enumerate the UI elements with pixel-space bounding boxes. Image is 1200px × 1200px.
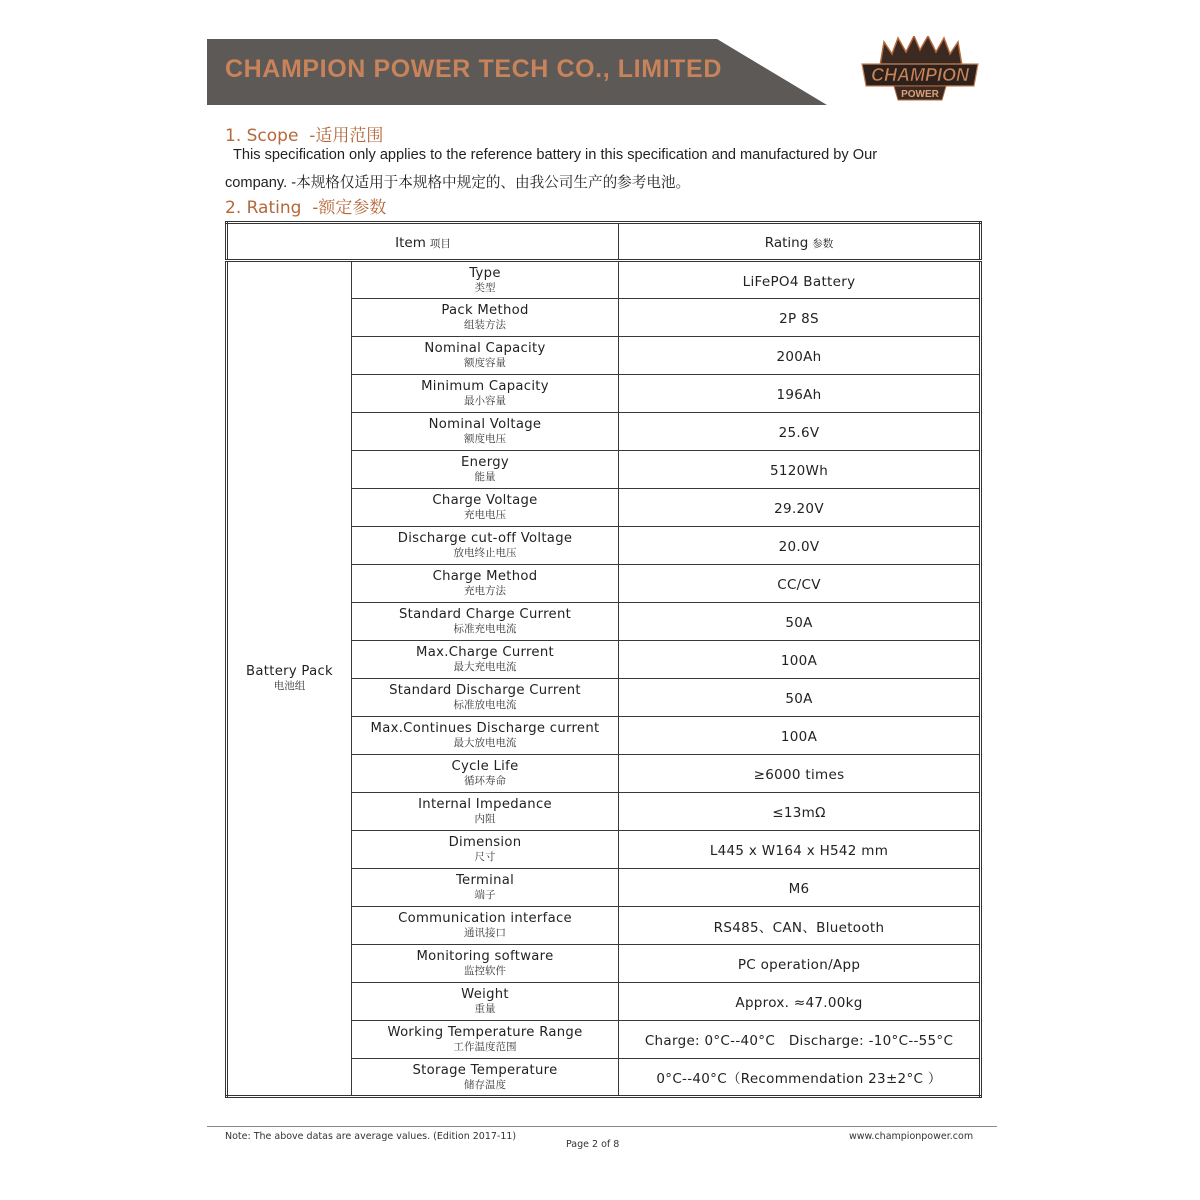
item-label-en: Type (469, 265, 501, 281)
footer-divider (207, 1126, 997, 1127)
group-cell (227, 261, 352, 1097)
rating-value-cell (619, 945, 981, 983)
item-label-cn: 额度容量 (464, 357, 506, 369)
item-label-cn: 循环寿命 (464, 775, 506, 787)
rating-value: 20.0V (778, 539, 820, 555)
item-label-cn: 工作温度范围 (453, 1041, 517, 1053)
rating-value: Charge: 0°C--40°C Discharge: -10°C--55°C (644, 1033, 954, 1049)
rating-value: L445 x W164 x H542 mm (709, 843, 889, 859)
item-label-cn: 充电电压 (464, 509, 506, 521)
rating-value: 0°C--40°C（Recommendation 23±2°C ） (656, 1071, 942, 1087)
rating-value-cell (619, 1021, 981, 1059)
item-label-en: Weight (461, 987, 509, 1002)
item-label-en: Standard Discharge Current (389, 683, 581, 698)
rating-value: 25.6V (778, 425, 820, 441)
rating-value-cell (619, 299, 981, 337)
item-label-cn: 最大放电电流 (453, 737, 517, 749)
rating-value-cell (619, 679, 981, 717)
header-rating (619, 223, 981, 261)
rating-value-cell (619, 261, 981, 299)
item-label-cn: 标准放电电流 (453, 699, 517, 711)
item-label-en: Pack Method (441, 303, 529, 318)
rating-value: RS485、CAN、Bluetooth (713, 919, 885, 936)
header-rating-cn: 参数 (812, 238, 834, 250)
logo-bottom-text: POWER (901, 89, 939, 100)
rating-value-cell (619, 793, 981, 831)
item-cell (352, 755, 619, 793)
rating-value: LiFePO4 Battery (742, 273, 856, 290)
rating-value: 2P 8S (779, 311, 819, 327)
item-cell (352, 413, 619, 451)
rating-title: 2. Rating -额定参数 (225, 198, 387, 218)
item-label-en: Energy (461, 455, 509, 470)
scope-text-line1: This specification only applies to the reference battery in this specification and manufactured by Our (233, 147, 878, 163)
rating-value: 100A (780, 653, 818, 669)
item-label-cn: 充电方法 (464, 585, 506, 597)
page-number: Page 2 of 8 (566, 1139, 620, 1150)
rating-table-body (227, 261, 981, 1097)
item-cell (352, 527, 619, 565)
rating-value: 196Ah (776, 387, 822, 403)
rating-value: Approx. ≈47.00kg (735, 995, 863, 1011)
rating-value: 50A (785, 691, 813, 707)
footer-note: Note: The above datas are average values. (Edition 2017-11) (225, 1131, 517, 1142)
item-label-en: Nominal Voltage (428, 417, 542, 432)
scope-text-line2: company. -本规格仅适用于本规格中规定的、由我公司生产的参考电池。 (225, 175, 691, 191)
header-item (227, 223, 619, 261)
item-label-cn: 监控软件 (464, 965, 506, 977)
rating-value-cell (619, 603, 981, 641)
item-label-en: Internal Impedance (418, 797, 552, 812)
item-label-cn: 内阻 (474, 813, 496, 825)
rating-value: 50A (785, 615, 813, 631)
rating-value: 29.20V (774, 501, 824, 517)
item-label-cn: 放电终止电压 (453, 547, 517, 559)
rating-value-cell (619, 565, 981, 603)
header-item-en: Item (395, 235, 426, 251)
item-label-en: Discharge cut-off Voltage (397, 531, 573, 546)
item-label-cn: 通讯接口 (464, 927, 506, 939)
footer-website: www.championpower.com (849, 1131, 974, 1142)
item-label-cn: 额度电压 (464, 433, 506, 445)
item-label-en: Cycle Life (451, 759, 519, 774)
item-label-en: Standard Charge Current (398, 607, 572, 622)
item-label-cn: 标准充电电流 (453, 623, 517, 635)
item-cell (352, 451, 619, 489)
rating-value-cell (619, 983, 981, 1021)
rating-value: CC/CV (777, 577, 821, 593)
group-label-cn: 电池组 (273, 680, 306, 692)
item-cell (352, 489, 619, 527)
company-name: CHAMPION POWER TECH CO., LIMITED (225, 55, 722, 83)
item-label-en: Communication interface (398, 911, 572, 926)
rating-value-cell (619, 527, 981, 565)
item-label-en: Minimum Capacity (421, 379, 549, 394)
table-header-row (227, 223, 981, 261)
rating-value-cell (619, 831, 981, 869)
item-label-en: Max.Charge Current (416, 645, 554, 660)
item-cell (352, 337, 619, 375)
item-cell (352, 869, 619, 907)
rating-value: ≤13mΩ (772, 805, 826, 821)
item-cell (352, 717, 619, 755)
rating-value-cell (619, 869, 981, 907)
item-cell (352, 945, 619, 983)
item-label-en: Dimension (448, 835, 522, 850)
item-cell (352, 299, 619, 337)
logo-top-text: CHAMPION (871, 65, 969, 85)
item-label-en: Monitoring software (416, 949, 554, 964)
item-label-cn: 储存温度 (464, 1078, 506, 1091)
rating-value: M6 (788, 881, 810, 897)
item-label-en: Storage Temperature (412, 1062, 558, 1078)
item-label-cn: 端子 (474, 889, 496, 901)
item-label-cn: 能量 (474, 471, 496, 483)
item-cell (352, 679, 619, 717)
rating-value: 5120Wh (769, 463, 829, 479)
rating-value-cell (619, 907, 981, 945)
rating-table (225, 221, 982, 1098)
item-label-cn: 类型 (474, 281, 496, 294)
item-cell (352, 375, 619, 413)
rating-value-cell (619, 755, 981, 793)
rating-value-cell (619, 1059, 981, 1097)
header-rating-en: Rating (764, 235, 809, 251)
rating-value-cell (619, 337, 981, 375)
item-label-cn: 最大充电电流 (453, 661, 517, 673)
item-label-en: Max.Continues Discharge current (370, 721, 600, 736)
item-label-cn: 尺寸 (474, 851, 496, 863)
rating-value-cell (619, 375, 981, 413)
item-label-cn: 组装方法 (464, 319, 506, 331)
crown-logo-icon (858, 36, 982, 104)
item-label-en: Charge Method (432, 569, 538, 584)
table-row (227, 261, 981, 299)
rating-value: 100A (780, 729, 818, 745)
item-cell (352, 983, 619, 1021)
item-cell (352, 1021, 619, 1059)
item-label-en: Terminal (455, 873, 515, 888)
rating-value-cell (619, 717, 981, 755)
rating-value-cell (619, 641, 981, 679)
header-item-cn: 项目 (429, 238, 451, 250)
rating-value-cell (619, 451, 981, 489)
item-cell (352, 793, 619, 831)
item-cell (352, 603, 619, 641)
rating-value: PC operation/App (737, 957, 861, 973)
item-cell (352, 907, 619, 945)
item-label-en: Nominal Capacity (424, 341, 546, 356)
rating-value-cell (619, 413, 981, 451)
item-cell (352, 565, 619, 603)
rating-value-cell (619, 489, 981, 527)
group-label-en: Battery Pack (246, 664, 333, 679)
item-label-cn: 最小容量 (464, 395, 506, 407)
item-label-en: Working Temperature Range (387, 1025, 583, 1040)
scope-title: 1. Scope -适用范围 (225, 126, 384, 146)
item-cell (352, 261, 619, 299)
item-label-en: Charge Voltage (432, 493, 538, 508)
rating-value: 200Ah (776, 349, 822, 365)
item-label-cn: 重量 (474, 1003, 496, 1015)
rating-value: ≥6000 times (753, 767, 845, 783)
item-cell (352, 831, 619, 869)
item-cell (352, 641, 619, 679)
item-cell (352, 1059, 619, 1097)
